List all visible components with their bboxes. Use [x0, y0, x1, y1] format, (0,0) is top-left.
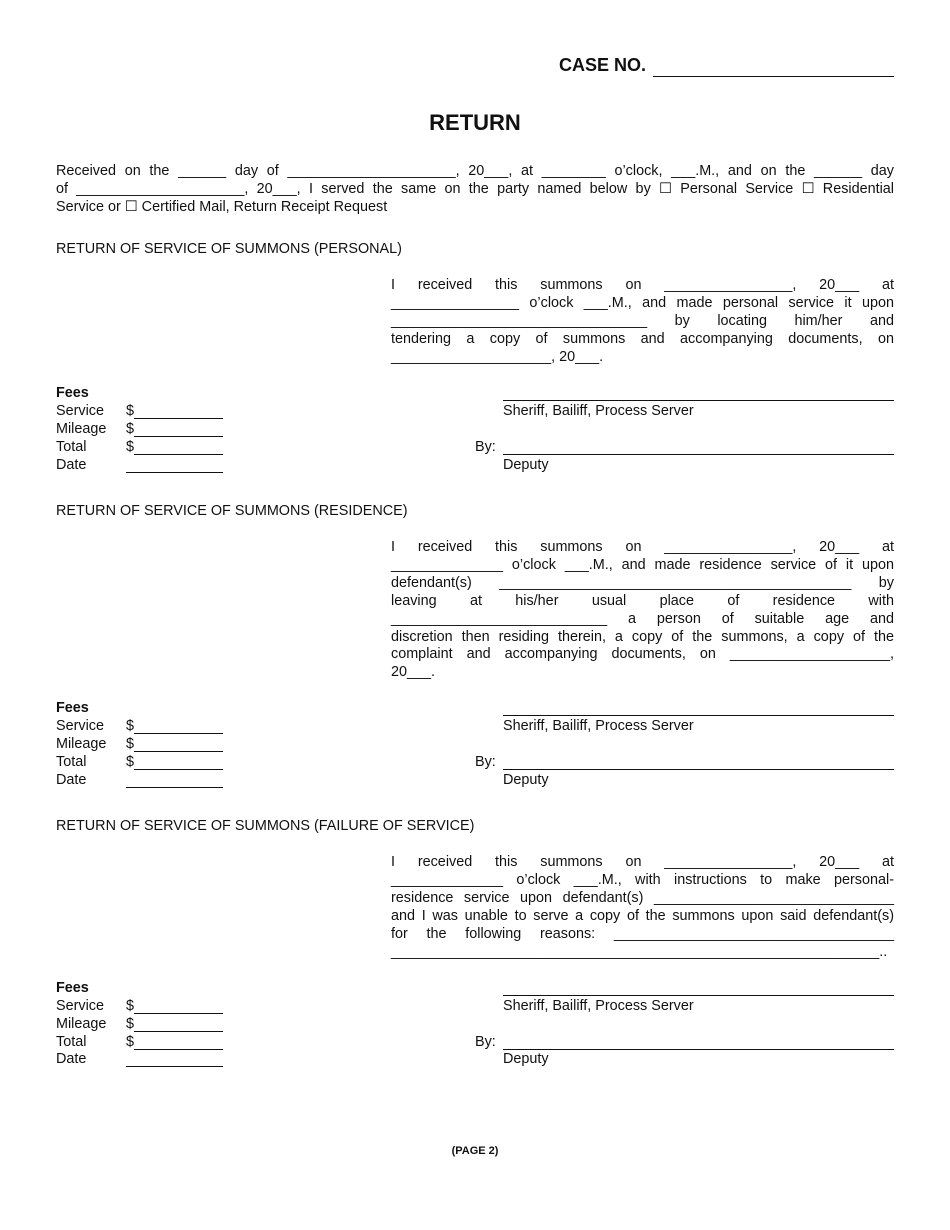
total-fee-field[interactable]	[134, 454, 223, 455]
body-line: ________________________________ by locating him/her and	[391, 312, 894, 329]
officer-signature-line[interactable]	[503, 400, 894, 401]
section-heading-failure: RETURN OF SERVICE OF SUMMONS (FAILURE OF SERVICE)	[56, 818, 475, 834]
deputy-signature-line[interactable]	[503, 454, 894, 455]
currency-symbol: $	[126, 718, 135, 734]
body-line: I received this summons on ________________, 20___ at	[391, 539, 894, 555]
body-line: _____________________________________________________________..	[391, 943, 888, 960]
fee-label: Mileage	[56, 736, 107, 752]
page-title: RETURN	[429, 110, 521, 135]
body-line: ____________________, 20___.	[391, 348, 604, 365]
body-line: ___________________________ a person of suitable age and	[391, 610, 894, 627]
officer-signature-line[interactable]	[503, 715, 894, 716]
fee-label: Mileage	[56, 421, 107, 437]
case-number-field[interactable]	[653, 76, 894, 77]
date-field[interactable]	[126, 472, 223, 473]
fee-label: Mileage	[56, 1016, 107, 1032]
body-line: ______________ o’clock ___.M., and made residence service of it upon	[391, 556, 894, 573]
service-fee-field[interactable]	[134, 733, 223, 734]
intro-paragraph	[56, 163, 894, 217]
by-label: By:	[475, 754, 496, 770]
deputy-label: Deputy	[503, 457, 549, 473]
section-body-failure	[391, 854, 894, 961]
fees-title: Fees	[56, 385, 89, 401]
fees-title: Fees	[56, 700, 89, 716]
fee-label: Service	[56, 998, 104, 1014]
currency-symbol: $	[126, 736, 135, 752]
intro-line: of _____________________, 20___, I served the same on the party named below by ☐ Personal Service ☐ Residential	[56, 180, 894, 197]
date-field[interactable]	[126, 1066, 223, 1067]
fee-label: Date	[56, 772, 87, 788]
body-line: ______________ o’clock ___.M., with instructions to make personal-	[391, 871, 894, 888]
body-line: ________________ o’clock ___.M., and made personal service it upon	[391, 294, 894, 311]
deputy-label: Deputy	[503, 1051, 549, 1067]
fee-label: Date	[56, 1051, 87, 1067]
officer-signature-line[interactable]	[503, 995, 894, 996]
service-fee-field[interactable]	[134, 418, 223, 419]
officer-label: Sheriff, Bailiff, Process Server	[503, 403, 694, 419]
body-line: I received this summons on ________________, 20___ at	[391, 277, 894, 293]
section-body-personal	[391, 277, 894, 367]
currency-symbol: $	[126, 998, 135, 1014]
by-label: By:	[475, 1034, 496, 1050]
body-line: for the following reasons: ___________________________________	[391, 925, 894, 942]
currency-symbol: $	[126, 439, 135, 455]
fee-label: Date	[56, 457, 87, 473]
body-line: complaint and accompanying documents, on ____________________,	[391, 646, 894, 663]
currency-symbol: $	[126, 1034, 135, 1050]
fee-label: Service	[56, 718, 104, 734]
officer-label: Sheriff, Bailiff, Process Server	[503, 718, 694, 734]
service-fee-field[interactable]	[134, 1013, 223, 1014]
officer-label: Sheriff, Bailiff, Process Server	[503, 998, 694, 1014]
total-fee-field[interactable]	[134, 1049, 223, 1050]
deputy-label: Deputy	[503, 772, 549, 788]
currency-symbol: $	[126, 421, 135, 437]
fee-label: Total	[56, 754, 87, 770]
body-line: I received this summons on ________________, 20___ at	[391, 854, 894, 870]
body-line: defendant(s) ____________________________________________ by	[391, 574, 894, 591]
body-line: 20___.	[391, 664, 436, 681]
body-line: discretion then residing therein, a copy of the summons, a copy of the	[391, 628, 894, 645]
intro-line: Service or ☐ Certified Mail, Return Receipt Request	[56, 198, 388, 215]
section-heading-personal: RETURN OF SERVICE OF SUMMONS (PERSONAL)	[56, 241, 402, 257]
section-heading-residence: RETURN OF SERVICE OF SUMMONS (RESIDENCE)	[56, 503, 408, 519]
case-number-label: CASE NO.	[559, 55, 647, 75]
section-body-residence	[391, 539, 894, 682]
currency-symbol: $	[126, 403, 135, 419]
date-field[interactable]	[126, 787, 223, 788]
mileage-fee-field[interactable]	[134, 1031, 223, 1032]
currency-symbol: $	[126, 754, 135, 770]
page-number: (PAGE 2)	[451, 1145, 499, 1157]
fee-label: Total	[56, 439, 87, 455]
fee-label: Total	[56, 1034, 87, 1050]
body-line: tendering a copy of summons and accompanying documents, on	[391, 330, 894, 347]
mileage-fee-field[interactable]	[134, 436, 223, 437]
by-label: By:	[475, 439, 496, 455]
currency-symbol: $	[126, 1016, 135, 1032]
fee-label: Service	[56, 403, 104, 419]
body-line: and I was unable to serve a copy of the summons upon said defendant(s)	[391, 907, 894, 924]
total-fee-field[interactable]	[134, 769, 223, 770]
deputy-signature-line[interactable]	[503, 1049, 894, 1050]
mileage-fee-field[interactable]	[134, 751, 223, 752]
fees-title: Fees	[56, 980, 89, 996]
body-line: leaving at his/her usual place of residence with	[391, 592, 894, 609]
body-line: residence service upon defendant(s) ______________________________	[391, 889, 894, 906]
intro-line: Received on the ______ day of _____________________, 20___, at ________ o’clock, ___.M., and on the ______ day	[56, 163, 894, 179]
deputy-signature-line[interactable]	[503, 769, 894, 770]
